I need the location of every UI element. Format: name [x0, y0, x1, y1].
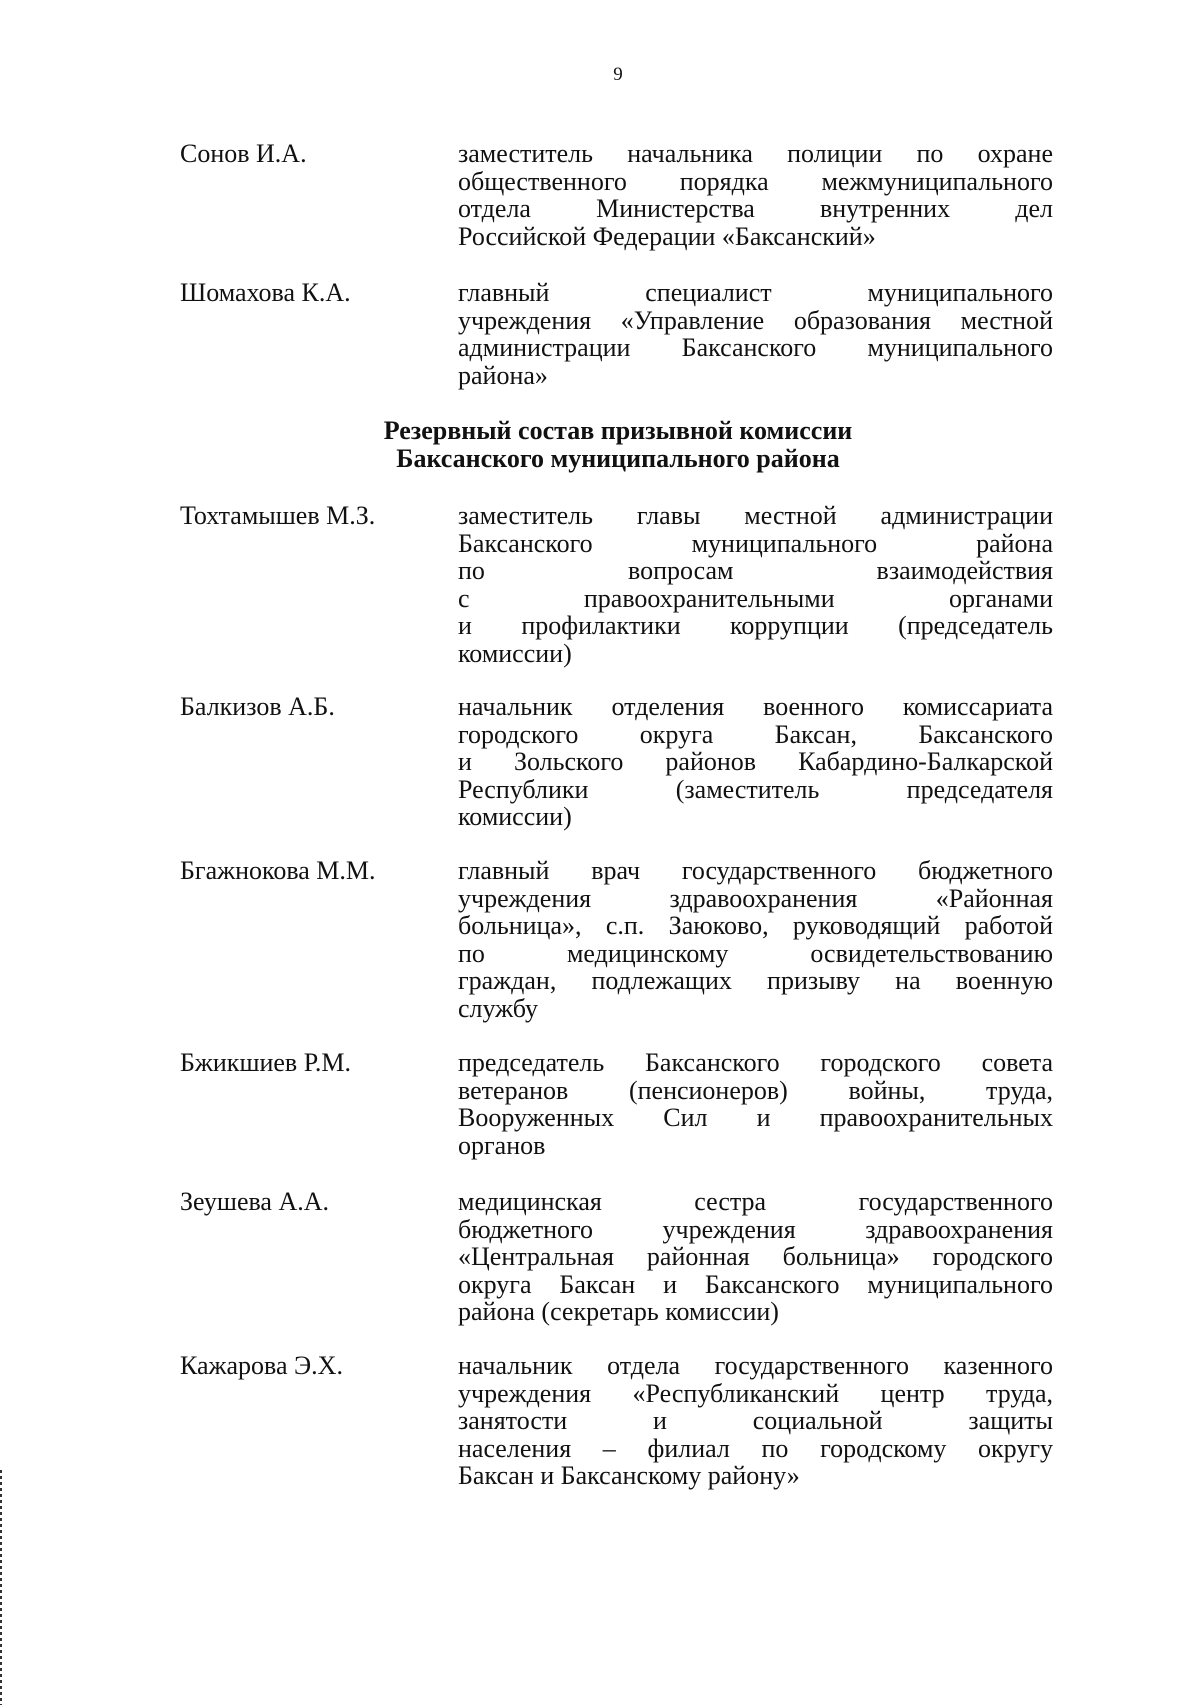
section-title-line: Резервный состав призывной комиссии: [383, 416, 853, 445]
role-line: граждан, подлежащих призыву на военную: [458, 966, 1053, 995]
role-line: комиссии): [458, 802, 572, 831]
member-role: [458, 1049, 1053, 1159]
role-line: органов: [458, 1130, 546, 1160]
role-line: службу: [458, 993, 539, 1023]
role-line: занятости и социальной защиты: [458, 1406, 1053, 1435]
member-name: Балкизов А.Б.: [180, 692, 335, 721]
role-line: с правоохранительными органами: [458, 583, 1053, 613]
role-line: населения – филиал по городскому округу: [458, 1433, 1053, 1463]
role-line: по вопросам взаимодействия: [458, 556, 1053, 585]
member-name: Сонов И.А.: [180, 139, 307, 168]
role-line: заместитель начальника полиции по охране: [458, 139, 1053, 168]
member-role: [458, 502, 1053, 667]
role-line: бюджетного учреждения здравоохранения: [458, 1214, 1053, 1244]
role-line: Баксанского муниципального района: [458, 528, 1053, 558]
role-line: Республики (заместитель председателя: [458, 774, 1053, 804]
role-line: больница», с.п. Заюково, руководящий работой: [458, 911, 1053, 940]
role-line: начальник отделения военного комиссариата: [458, 692, 1053, 721]
member-name: Бгажнокова М.М.: [180, 856, 376, 885]
role-line: по медицинскому освидетельствованию: [458, 938, 1053, 968]
member-name: Кажарова Э.Х.: [180, 1351, 343, 1380]
role-line: главный специалист муниципального: [458, 278, 1053, 307]
member-name: Зеушева А.А.: [180, 1187, 330, 1216]
member-role: [458, 693, 1053, 831]
role-line: администрации Баксанского муниципального: [458, 333, 1053, 362]
member-name: Тохтамышев М.З.: [180, 501, 376, 530]
role-line: главный врач государственного бюджетного: [458, 856, 1053, 885]
member-name: Бжикшиев Р.М.: [180, 1048, 352, 1077]
role-line: Вооруженных Сил и правоохранительных: [458, 1103, 1053, 1132]
role-line: заместитель главы местной администрации: [458, 501, 1053, 530]
page-number: 9: [613, 64, 623, 85]
role-line: председатель Баксанского городского совета: [458, 1048, 1053, 1077]
role-line: «Центральная районная больница» городского: [458, 1242, 1053, 1271]
scan-margin-mark: [0, 1470, 2, 1705]
role-line: городского округа Баксан, Баксанского: [458, 719, 1053, 749]
section-title-line: Баксанского муниципального района: [396, 444, 840, 473]
role-line: общественного порядка межмуниципального: [458, 166, 1053, 196]
role-line: отдела Министерства внутренних дел: [458, 194, 1053, 223]
member-role: [458, 857, 1053, 1022]
role-line: ветеранов (пенсионеров) войны, труда,: [458, 1075, 1053, 1105]
role-line: района (секретарь комиссии): [458, 1297, 779, 1326]
role-line: района»: [458, 360, 548, 390]
role-line: и Зольского районов Кабардино-Балкарской: [458, 747, 1053, 776]
role-line: округа Баксан и Баксанского муниципального: [458, 1269, 1053, 1299]
member-role: [458, 279, 1053, 389]
role-line: учреждения «Управление образования местной: [458, 305, 1053, 335]
role-line: медицинская сестра государственного: [458, 1187, 1053, 1216]
member-role: [458, 1352, 1053, 1490]
member-role: [458, 1188, 1053, 1326]
role-line: начальник отдела государственного казенного: [458, 1351, 1053, 1380]
role-line: и профилактики коррупции (председатель: [458, 611, 1053, 640]
role-line: Баксан и Баксанскому району»: [458, 1461, 800, 1490]
section-title: [0, 417, 1200, 473]
role-line: Российской Федерации «Баксанский»: [458, 221, 876, 251]
role-line: учреждения здравоохранения «Районная: [458, 883, 1053, 913]
role-line: учреждения «Республиканский центр труда,: [458, 1378, 1053, 1408]
role-line: комиссии): [458, 638, 572, 668]
member-name: Шомахова К.А.: [180, 278, 351, 307]
member-role: [458, 140, 1053, 250]
